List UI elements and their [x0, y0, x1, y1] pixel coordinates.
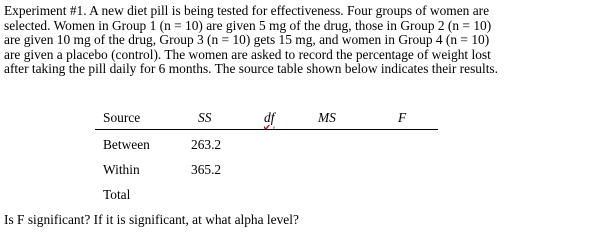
header-source: Source	[103, 110, 141, 125]
problem-line-4: are given a placebo (control). The women are asked to record the percentage of weight lost	[4, 46, 491, 62]
header-ms: MS	[318, 110, 336, 125]
problem-line-5: after taking the pill daily for 6 months. The source table shown below indicates their results.	[4, 61, 498, 77]
problem-line-1: Experiment #1. A new diet pill is being tested for effectiveness. Four groups of women are	[4, 3, 490, 18]
header-df: df	[264, 110, 275, 125]
problem-line-3: are given 10 mg of the drug, Group 3 (n = 10) gets 15 mg, and women in Group 4 (n = 10)	[4, 32, 490, 48]
row-within-source: Within	[103, 162, 140, 177]
row-between-ss: 263.2	[191, 137, 222, 152]
table-header-rule	[95, 129, 438, 130]
row-total-source: Total	[103, 187, 131, 202]
row-between-source: Between	[103, 137, 150, 152]
row-within-ss: 365.2	[191, 162, 222, 177]
question-text: Is F significant? If it is significant, at what alpha level?	[4, 212, 299, 227]
header-ss: SS	[198, 110, 212, 125]
problem-line-2: selected. Women in Group 1 (n = 10) are given 5 mg of the drug, those in Group 2 (n = 10)	[4, 17, 492, 33]
header-f: F	[398, 110, 407, 125]
